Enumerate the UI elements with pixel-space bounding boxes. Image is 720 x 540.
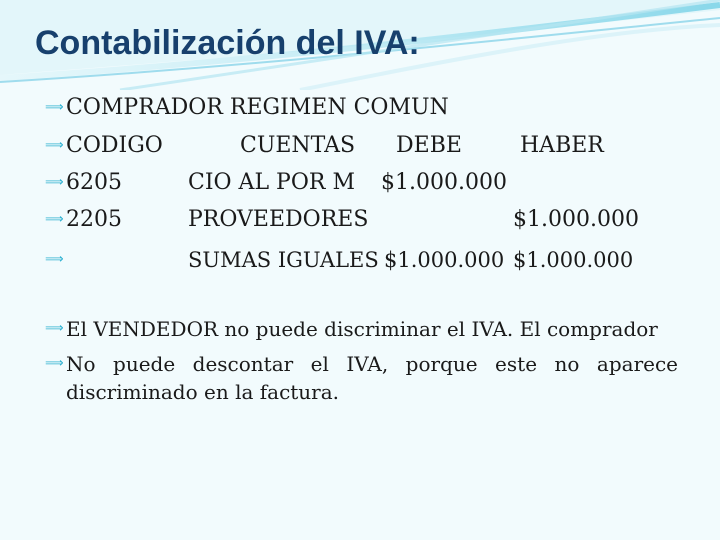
paragraph-buyer: No puede descontar el IVA, porque este no aparece discriminado en la factura. <box>66 352 678 404</box>
header-code: CODIGO <box>66 133 163 158</box>
row-debit: $1.000.000 <box>384 248 505 272</box>
bullet-icon: ⟹ <box>45 138 64 153</box>
bullet-icon: ⟹ <box>45 175 64 190</box>
bullet-icon: ⟹ <box>45 356 64 371</box>
bullet-icon: ⟹ <box>45 212 64 227</box>
slide-title: Contabilización del IVA: <box>35 24 420 62</box>
header-account: CUENTAS <box>240 133 356 158</box>
header-debit: DEBE <box>396 133 462 158</box>
row-debit: $1.000.000 <box>381 170 507 195</box>
row-credit: $1.000.000 <box>513 248 634 272</box>
row-account: PROVEEDORES <box>188 207 369 232</box>
row-code: 2205 <box>66 207 122 232</box>
bullet-icon: ⟹ <box>45 252 64 267</box>
row-credit: $1.000.000 <box>513 207 639 232</box>
row-account: SUMAS IGUALES <box>188 248 379 272</box>
paragraph-vendor: El VENDEDOR no puede discriminar el IVA. El comprador <box>66 317 658 341</box>
bullet-icon: ⟹ <box>45 321 64 336</box>
bullet-icon: ⟹ <box>45 100 64 115</box>
header-credit: HABER <box>520 133 604 158</box>
row-account: CIO AL POR M <box>188 170 355 195</box>
section-heading: COMPRADOR REGIMEN COMUN <box>66 95 449 120</box>
row-code: 6205 <box>66 170 122 195</box>
